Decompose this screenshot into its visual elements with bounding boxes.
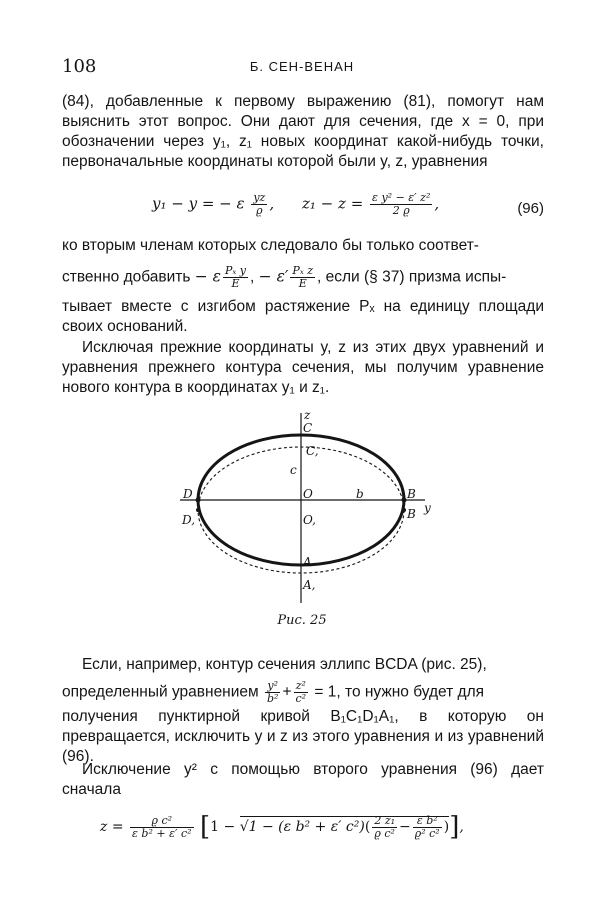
paragraph-2-line-1: ко вторым членам которых следовало бы только соответ- xyxy=(62,237,479,254)
paragraph-3: Исключая прежние координаты y, z из этих двух уравнений и уравнения прежнего контура сечения, мы получим уравнение нового контура в координатах y₁ и z₁. xyxy=(62,339,544,396)
paragraph-4-rest: получения пунктирной кривой B₁C₁D₁A₁, в которую он превращается, исключить y и z из этого уравнения и из уравнений (96). xyxy=(62,708,544,765)
p4-fraction-2 xyxy=(294,680,309,705)
paragraph-4-line-1: Если, например, контур сечения эллипс BCDA (рис. 25), xyxy=(82,656,487,673)
label-y: y xyxy=(424,501,431,515)
left-bracket: [ xyxy=(200,812,211,842)
paragraph-4-line-2 xyxy=(62,680,544,705)
label-z: z xyxy=(304,408,311,422)
p4-f1-denominator: b² xyxy=(267,692,279,705)
final-eq-inner-start: 1 − xyxy=(210,819,236,835)
label-b: B xyxy=(407,487,416,501)
point-b1 xyxy=(402,508,406,512)
square-root: √1 − (ε b² + ε′ c²)( $\frac{\text{2 z₁}}{\text{ϱ c²}}$ − $\frac{\text{ε b²}}{\text{ϱ² c²}}$ ) xyxy=(239,813,450,840)
label-d1: D, xyxy=(182,513,196,527)
eq96-lhs2: z₁ − z = xyxy=(302,194,364,213)
p2-term2-fraction xyxy=(290,265,315,290)
equation-number: (96) xyxy=(517,200,544,217)
p2-t1-numerator: Pₓ y xyxy=(225,264,247,277)
label-a: A xyxy=(303,555,312,569)
p2-term1-fraction xyxy=(223,265,248,290)
p4-f2-numerator: z² xyxy=(294,680,309,693)
right-bracket: ] xyxy=(449,812,460,842)
figure-25-ellipse-diagram xyxy=(0,408,604,608)
g-numerator: 2 z₁ xyxy=(374,813,396,827)
point-d1 xyxy=(196,508,200,512)
final-eq-lhs: z = xyxy=(100,819,124,835)
p4-rhs: = 1, xyxy=(314,683,341,701)
h-numerator: ε b² xyxy=(413,815,442,828)
p2-term1-coef: − ε xyxy=(194,267,221,286)
point-d xyxy=(196,498,201,503)
label-c1: C, xyxy=(306,444,319,458)
eq96-f2-numerator: ε y² − ε′ z² xyxy=(372,191,431,204)
label-small-c: c xyxy=(290,463,297,477)
eq96-f2-denominator: 2 ϱ xyxy=(392,204,410,217)
label-c: C xyxy=(303,421,313,435)
eq96-lhs1: y₁ − y = − ε xyxy=(152,194,245,213)
point-b xyxy=(402,498,407,503)
final-eq-denominator: ε b² + ε′ c² xyxy=(132,826,192,840)
g-fraction xyxy=(372,815,397,840)
paragraph-2-line-2: ственно добавить − ε $\frac{\text{Pₓ y}}{E}$ , − ε′ $\frac{\text{Pₓ z}}{E}$ , если (§ 37) призма испы- xyxy=(62,264,507,290)
page-number: 108 xyxy=(62,56,97,77)
eq96-f1-numerator: yz xyxy=(253,191,266,204)
g-denominator: ϱ c² xyxy=(374,826,395,840)
label-d: D xyxy=(183,487,193,501)
p4-prefix: определенный уравнением xyxy=(62,683,259,701)
final-eq-numerator: ϱ c² xyxy=(130,815,194,828)
eq96-fraction-2 xyxy=(370,192,432,217)
paragraph-1: (84), добавленные к первому выражению (81), помогут нам выяснить этот вопрос. Они дают для сечения, где x = 0, при обозначении через y₁, z₁ новых координат какой-нибудь точки, первоначальные координаты которой были y, z, уравнения xyxy=(62,93,544,170)
eq96-f1-denominator: ϱ xyxy=(256,204,263,217)
label-o: O xyxy=(303,487,313,501)
p2-term2-coef: − ε′ xyxy=(258,267,289,286)
p4-fraction-1 xyxy=(265,680,280,705)
label-o1: O, xyxy=(303,513,316,527)
p2-suffix: , если (§ 37) призма испы- xyxy=(317,268,507,286)
p4-suffix: то нужно будет для xyxy=(345,683,485,701)
paragraph-5: Исключение y² с помощью второго уравнения (96) дает сначала xyxy=(62,761,544,798)
final-eq-end: , xyxy=(459,819,464,835)
p2-t1-denominator: E xyxy=(231,277,240,290)
p4-f2-denominator: c² xyxy=(295,692,307,705)
final-eq-fraction xyxy=(130,815,194,840)
p2-prefix: ственно добавить xyxy=(62,268,191,286)
p2-t2-numerator: Pₓ z xyxy=(292,264,314,277)
h-denominator: ϱ² c² xyxy=(414,826,440,840)
radical-sign: √ xyxy=(239,819,249,835)
paragraph-2-rest: тывает вместе с изгибом растяжение Pₓ на единицу площади своих оснований. xyxy=(62,298,544,335)
eq96-fraction-1 xyxy=(251,192,267,217)
p2-t2-denominator: E xyxy=(298,277,307,290)
label-a1: A, xyxy=(303,578,316,592)
h-fraction xyxy=(413,815,442,840)
p4-plus: + xyxy=(282,683,292,701)
p4-f1-numerator: y² xyxy=(265,680,280,693)
label-b1: B xyxy=(407,507,416,521)
radicand: 1 − (ε b² + ε′ c²) xyxy=(248,819,365,835)
label-b-small: b xyxy=(356,487,364,501)
figure-caption: Рис. 25 xyxy=(277,613,327,628)
running-title: Б. СЕН-ВЕНАН xyxy=(249,59,355,74)
inner-minus: − xyxy=(399,819,411,835)
final-equation xyxy=(100,812,570,842)
